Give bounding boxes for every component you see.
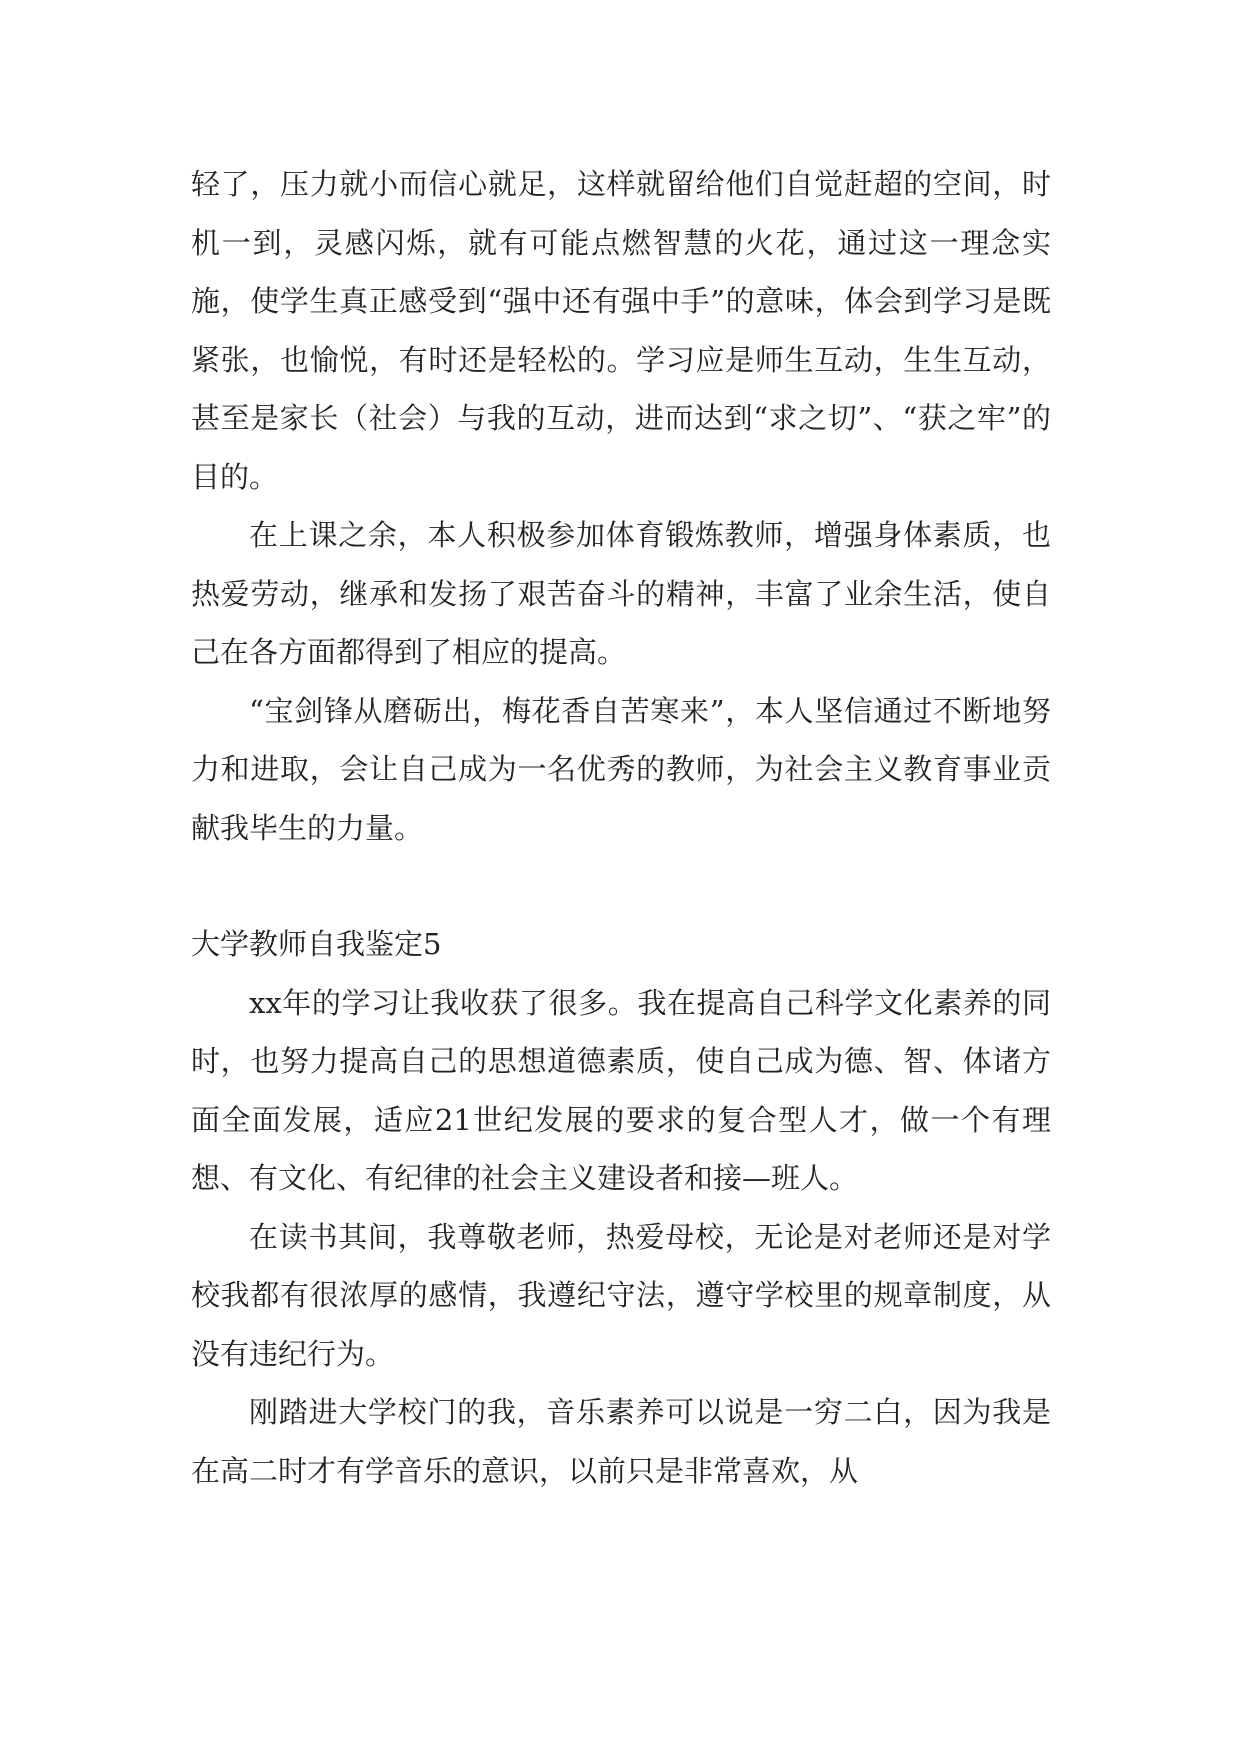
paragraph-after-class: 在上课之余，本人积极参加体育锻炼教师，增强身体素质，也热爱劳动，继承和发扬了艰苦奋斗的精神，丰富了业余生活，使自己在各方面都得到了相应的提高。 [191, 518, 1051, 669]
paragraph-study-year: xx年的学习让我收获了很多。我在提高自己科学文化素养的同时，也努力提高自己的思想道德素质，使自己成为德、智、体诸方面全面发展，适应21世纪发展的要求的复合型人才，做一个有理想、有文化、有纪律的社会主义建设者和接—班人。 [191, 985, 1051, 1195]
paragraph-continuation: 轻了，压力就小而信心就足，这样就留给他们自觉赶超的空间，时机一到，灵感闪烁，就有可能点燃智慧的火花，通过这一理念实施，使学生真正感受到“强中还有强中手”的意味，体会到学习是既紧张，也愉悦，有时还是轻松的。学习应是师生互动，生生互动，甚至是家长（社会）与我的互动，进而达到“求之切”、“获之牢”的目的。 [191, 167, 1051, 494]
paragraph-quote: “宝剑锋从磨砺出，梅花香自苦寒来”，本人坚信通过不断地努力和进取，会让自己成为一名优秀的教师，为社会主义教育事业贡献我毕生的力量。 [191, 693, 1051, 845]
paragraph-music-start: 刚踏进大学校门的我，音乐素养可以说是一穷二白，因为我是在高二时才有学音乐的意识，以前只是非常喜欢，从 [191, 1395, 1051, 1488]
document-page [191, 155, 1051, 1500]
section-heading: 大学教师自我鉴定5 [191, 927, 442, 961]
section-gap [191, 857, 1051, 915]
paragraph-reading-period: 在读书其间，我尊敬老师，热爱母校，无论是对老师还是对学校我都有很浓厚的感情，我遵纪守法，遵守学校里的规章制度，从没有违纪行为。 [191, 1219, 1051, 1371]
